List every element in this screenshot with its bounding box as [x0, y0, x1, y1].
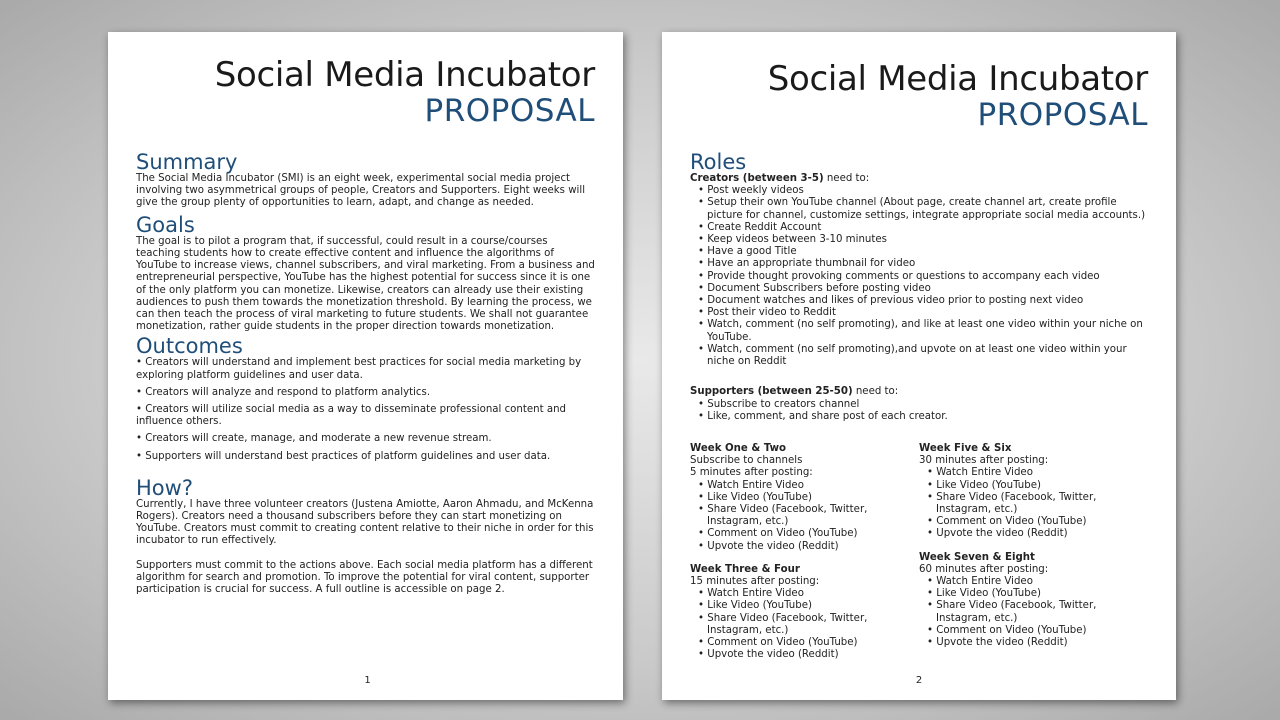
- list-item: • Upvote the video (Reddit): [698, 649, 919, 661]
- supporters-list: [698, 399, 1148, 423]
- creators-intro: [690, 173, 1148, 185]
- week-heading: Week Seven & Eight: [919, 551, 1035, 563]
- list-item: • Comment on Video (YouTube): [698, 528, 919, 540]
- week-block: [690, 564, 919, 662]
- document-page-1: [108, 32, 623, 700]
- list-item: • Share Video (Facebook, Twitter, Instagram, etc.): [927, 492, 1148, 516]
- week-heading: Week Three & Four: [690, 563, 800, 575]
- outcome-item: • Creators will utilize social media as a way to disseminate professional content and influence others.: [136, 403, 566, 428]
- list-item: • Post their video to Reddit: [698, 307, 1148, 319]
- list-item: • Watch, comment (no self promoting), and like at least one video within your niche on YouTube.: [698, 319, 1148, 343]
- title-main: Social Media Incubator: [767, 59, 1148, 99]
- document-page-2: [662, 32, 1176, 700]
- roles-heading: Roles: [690, 150, 747, 174]
- list-item: • Share Video (Facebook, Twitter, Instagram, etc.): [698, 613, 919, 637]
- list-item: • Comment on Video (YouTube): [927, 625, 1148, 637]
- how-section: [136, 477, 595, 596]
- title-sub: PROPOSAL: [424, 93, 595, 129]
- schedule-column-right: [919, 443, 1148, 672]
- list-item: • Like, comment, and share post of each creator.: [698, 411, 1148, 423]
- list-item: • Share Video (Facebook, Twitter, Instagram, etc.): [927, 600, 1148, 624]
- goals-heading: Goals: [136, 212, 195, 237]
- page-title: [136, 55, 595, 129]
- goals-text: The goal is to pilot a program that, if successful, could result in a course/courses teaching students how to create effective content and influence the algorithms of YouTube to increase views, channel subscribers, and viral marketing. From a business and entrepreneurial perspective, YouTube has the highest potential for success since it is one of the only platform you can monetize. Likewise, creators can already use their existing audiences to push them towards the monetization threshold. By learning the process, we can then teach the process of viral marketing to future students. We shall not guarantee monetization, rather guide students in the proper direction towards monetization.: [136, 235, 595, 333]
- week-actions: [927, 576, 1148, 649]
- creators-suffix: need to:: [823, 173, 870, 185]
- week-line: Subscribe to channels: [690, 455, 803, 467]
- outcome-item: • Supporters will understand best practices of platform guidelines and user data.: [136, 450, 551, 462]
- outcome-item: • Creators will understand and implement best practices for social media marketing by exploring platform guidelines and user data.: [136, 357, 582, 381]
- goals-section: [136, 214, 595, 334]
- list-item: • Have a good Title: [698, 246, 1148, 258]
- list-item: • Like Video (YouTube): [927, 480, 1148, 492]
- list-item: • Upvote the video (Reddit): [927, 637, 1148, 649]
- list-item: • Setup their own YouTube channel (About page, create channel art, create profile picture for channel, customize settings, integrate appropriate social media accounts.): [698, 197, 1148, 221]
- how-paragraph-2: Supporters must commit to the actions above. Each social media platform has a different algorithm for search and promotion. To improve the potential for viral content, supporter participation is crucial for success. A full outline is accessible on page 2.: [136, 559, 593, 596]
- week-actions: [698, 480, 919, 553]
- supporters-intro: [690, 386, 1148, 398]
- page-number: 2: [915, 675, 923, 686]
- week-line: 15 minutes after posting:: [690, 575, 820, 587]
- outcome-item: • Creators will create, manage, and moderate a new revenue stream.: [136, 433, 492, 445]
- week-actions: [927, 467, 1148, 540]
- page-number: 1: [364, 675, 371, 686]
- list-item: • Watch Entire Video: [698, 588, 919, 600]
- supporters-label: Supporters (between 25-50): [690, 386, 853, 398]
- how-heading: How?: [136, 475, 193, 500]
- list-item: • Share Video (Facebook, Twitter, Instagram, etc.): [698, 504, 919, 528]
- outcomes-heading: Outcomes: [136, 334, 243, 359]
- list-item: • Watch Entire Video: [698, 480, 919, 492]
- summary-section: [136, 151, 595, 210]
- list-item: • Watch Entire Video: [927, 576, 1148, 588]
- week-block: [919, 443, 1148, 541]
- title-sub: PROPOSAL: [977, 97, 1148, 133]
- list-item: • Post weekly videos: [698, 185, 1148, 197]
- list-item: • Comment on Video (YouTube): [698, 637, 919, 649]
- summary-heading: Summary: [136, 150, 238, 174]
- list-item: • Provide thought provoking comments or questions to accompany each video: [698, 271, 1148, 283]
- page-title: [690, 59, 1148, 133]
- title-main: Social Media Incubator: [214, 55, 595, 95]
- supporters-suffix: need to:: [852, 386, 899, 398]
- list-item: • Like Video (YouTube): [698, 600, 919, 612]
- week-block: [919, 552, 1148, 650]
- week-line: 60 minutes after posting:: [919, 563, 1049, 575]
- creators-list: [698, 185, 1148, 368]
- week-line: 30 minutes after posting:: [919, 455, 1049, 467]
- outcomes-section: [136, 335, 595, 462]
- list-item: • Like Video (YouTube): [698, 492, 919, 504]
- schedule-column-left: [690, 443, 919, 672]
- list-item: • Upvote the video (Reddit): [698, 541, 919, 553]
- week-line: 5 minutes after posting:: [690, 467, 813, 479]
- list-item: • Watch, comment (no self promoting),and upvote on at least one video within your niche on Reddit: [698, 344, 1148, 368]
- list-item: • Subscribe to creators channel: [698, 399, 1148, 411]
- summary-text: The Social Media Incubator (SMI) is an eight week, experimental social media project involving two asymmetrical groups of people, Creators and Supporters. Eight weeks will give the group plenty of opportunities to learn, adapt, and change as needed.: [136, 173, 586, 209]
- list-item: • Upvote the video (Reddit): [927, 528, 1148, 540]
- week-block: [690, 443, 919, 553]
- weekly-schedule: [690, 443, 1148, 672]
- list-item: • Have an appropriate thumbnail for video: [698, 258, 1148, 270]
- list-item: • Create Reddit Account: [698, 222, 1148, 234]
- list-item: • Keep videos between 3-10 minutes: [698, 234, 1148, 246]
- week-heading: Week One & Two: [690, 442, 787, 454]
- creators-label: Creators (between 3-5): [690, 173, 824, 185]
- list-item: • Like Video (YouTube): [927, 588, 1148, 600]
- list-item: • Comment on Video (YouTube): [927, 516, 1148, 528]
- week-heading: Week Five & Six: [919, 442, 1012, 454]
- outcome-item: • Creators will analyze and respond to platform analytics.: [136, 386, 431, 398]
- how-paragraph-1: Currently, I have three volunteer creators (Justena Amiotte, Aaron Ahmadu, and McKenna Rogers). Creators need a thousand subscribers before they can start monetizing on YouTube. Creators must commit to creating content relative to their niche in order for this incubator to run effectively.: [136, 498, 594, 547]
- week-actions: [698, 588, 919, 661]
- list-item: • Watch Entire Video: [927, 467, 1148, 479]
- list-item: • Document Subscribers before posting video: [698, 283, 1148, 295]
- list-item: • Document watches and likes of previous video prior to posting next video: [698, 295, 1148, 307]
- roles-section: [690, 151, 1148, 423]
